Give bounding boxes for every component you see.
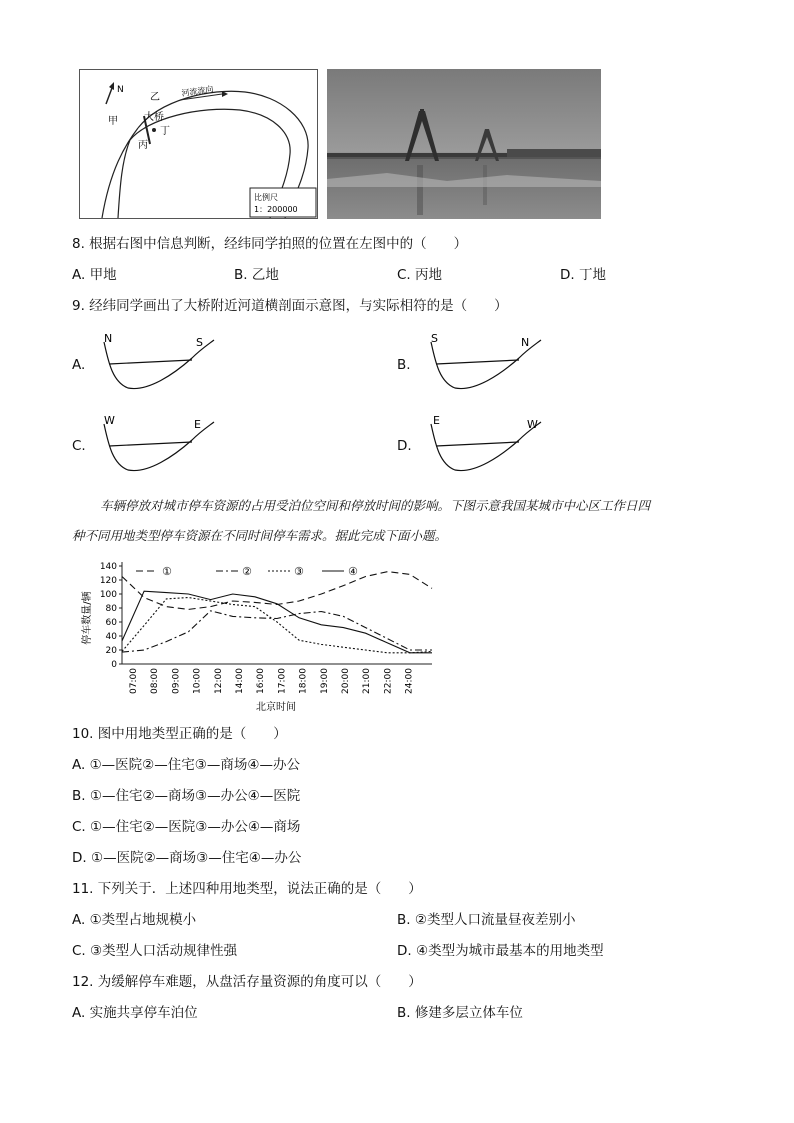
- north-label: N: [117, 85, 124, 95]
- q9-b-right-dir: N: [521, 336, 530, 349]
- x-tick-label: 24:00: [404, 668, 415, 694]
- bing-label: 丙: [138, 140, 148, 151]
- bridge-photo: [327, 69, 601, 219]
- q12-stem: 12. 为缓解停车难题，从盘活存量资源的角度可以（ ）: [72, 974, 422, 990]
- x-tick-label: 19:00: [319, 668, 330, 694]
- legend-label-1: ①: [162, 565, 172, 578]
- q9-option-d-letter[interactable]: D.: [397, 438, 412, 454]
- q10-stem: 10. 图中用地类型正确的是（ ）: [72, 726, 287, 742]
- x-tick-label: 09:00: [171, 668, 182, 694]
- ding-label: 丁: [160, 126, 170, 137]
- q9-a-left-dir: N: [104, 332, 113, 345]
- river-map-svg: [80, 70, 317, 218]
- q9-option-d-profile[interactable]: [423, 412, 553, 476]
- q9-d-left-dir: E: [433, 414, 440, 427]
- x-tick-label: 07:00: [129, 668, 139, 694]
- q9-option-b-letter[interactable]: B.: [397, 357, 411, 373]
- legend-label-4: ④: [348, 565, 358, 578]
- bridge-photo-svg: [327, 69, 601, 219]
- bridge-label: 大桥: [144, 112, 164, 123]
- q9-c-right-dir: E: [194, 418, 201, 431]
- q12-option-a[interactable]: A. 实施共享停车泊位: [72, 1005, 198, 1021]
- x-tick-label: 08:00: [150, 668, 161, 694]
- x-tick-label: 16:00: [256, 668, 267, 694]
- q9-option-c-letter[interactable]: C.: [72, 438, 86, 454]
- scale-title: 比例尺: [254, 193, 278, 202]
- series-line-3: [122, 598, 432, 653]
- q8-option-b[interactable]: B. 乙地: [234, 267, 279, 283]
- q9-option-c-profile[interactable]: [96, 412, 226, 476]
- parking-demand-chart: [76, 558, 438, 714]
- y-tick-label: 80: [105, 604, 117, 614]
- legend-label-3: ③: [294, 565, 304, 578]
- series-line-2: [122, 611, 432, 652]
- q9-option-b-profile[interactable]: [423, 330, 553, 394]
- q9-c-left-dir: W: [104, 414, 115, 427]
- q10-option-a[interactable]: A. ①—医院②—住宅③—商场④—办公: [72, 757, 300, 773]
- jia-label: 甲: [108, 116, 118, 127]
- q8-stem: 8. 根据右图中信息判断，经纬同学拍照的位置在左图中的（ ）: [72, 236, 468, 252]
- y-tick-label: 60: [105, 618, 117, 628]
- flow-direction-label: 河流流向: [181, 84, 214, 98]
- x-tick-label: 10:00: [192, 668, 203, 694]
- q9-d-right-dir: W: [527, 418, 538, 431]
- x-tick-label: 12:00: [213, 668, 224, 694]
- legend-label-2: ②: [242, 565, 252, 578]
- y-tick-label: 20: [105, 646, 117, 656]
- y-tick-label: 40: [105, 632, 117, 642]
- scale-value: 1：200000: [254, 205, 298, 214]
- y-tick-label: 120: [99, 576, 117, 586]
- river-map-figure: [79, 69, 318, 219]
- x-tick-label: 22:00: [383, 668, 394, 694]
- q9-a-right-dir: S: [196, 336, 203, 349]
- chart-x-axis-label: 北京时间: [256, 702, 296, 713]
- q12-option-b[interactable]: B. 修建多层立体车位: [397, 1005, 523, 1021]
- q11-stem: 11. 下列关于．上述四种用地类型，说法正确的是（ ）: [72, 881, 422, 897]
- yi-label: 乙: [150, 92, 160, 103]
- x-tick-label: 14:00: [235, 668, 245, 694]
- ding-point-marker: [152, 128, 156, 132]
- q11-option-b[interactable]: B. ②类型人口流量昼夜差别小: [397, 912, 576, 928]
- q10-option-b[interactable]: B. ①—住宅②—商场③—办公④—医院: [72, 788, 301, 804]
- passage-line-1: 车辆停放对城市停车资源的占用受泊位空间和停放时间的影响。下图示意我国某城市中心区工作日四: [100, 498, 651, 513]
- q11-option-c[interactable]: C. ③类型人口活动规律性强: [72, 943, 238, 959]
- chart-y-axis-label: 停车数量/辆: [82, 591, 93, 645]
- q11-option-d[interactable]: D. ④类型为城市最基本的用地类型: [397, 943, 604, 959]
- x-tick-label: 17:00: [277, 668, 288, 694]
- x-tick-label: 20:00: [341, 668, 351, 694]
- q8-option-a[interactable]: A. 甲地: [72, 267, 117, 283]
- q9-stem: 9. 经纬同学画出了大桥附近河道横剖面示意图，与实际相符的是（ ）: [72, 298, 508, 314]
- x-tick-label: 18:00: [298, 668, 309, 694]
- q10-option-d[interactable]: D. ①—医院②—商场③—住宅④—办公: [72, 850, 302, 866]
- y-tick-label: 0: [111, 660, 117, 670]
- passage-line-2: 种不同用地类型停车资源在不同时间停车需求。据此完成下面小题。: [72, 528, 448, 543]
- q10-option-c[interactable]: C. ①—住宅②—医院③—办公④—商场: [72, 819, 301, 835]
- q11-option-a[interactable]: A. ①类型占地规模小: [72, 912, 197, 928]
- x-tick-label: 21:00: [362, 668, 373, 694]
- y-tick-label: 100: [99, 590, 117, 600]
- q9-b-left-dir: S: [431, 332, 438, 345]
- q9-option-a-profile[interactable]: [96, 330, 226, 394]
- q8-option-c[interactable]: C. 丙地: [397, 267, 443, 283]
- y-tick-label: 140: [99, 562, 117, 572]
- q9-option-a-letter[interactable]: A.: [72, 357, 86, 373]
- q8-option-d[interactable]: D. 丁地: [560, 267, 606, 283]
